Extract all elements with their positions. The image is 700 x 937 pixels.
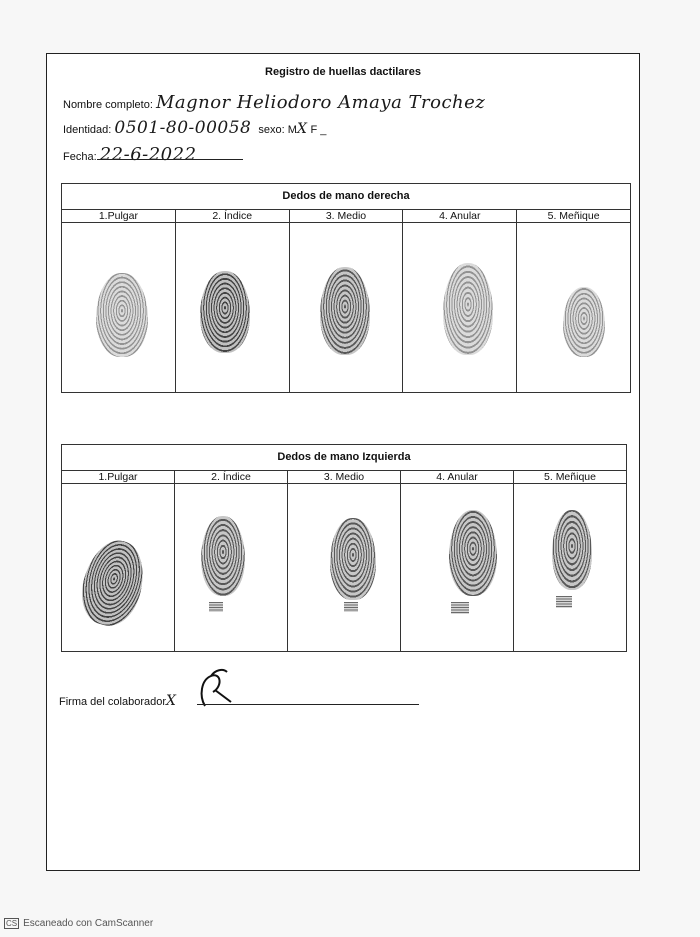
name-label: Nombre completo: (63, 99, 153, 111)
left-finger-label: 2. Índice (175, 471, 288, 483)
left-finger-label: 1.Pulgar (62, 471, 175, 483)
fingerprint-image (443, 263, 493, 355)
id-label: Identidad: (63, 124, 112, 136)
right-finger-label: 2. Índice (176, 210, 290, 222)
left-hand-prints (62, 484, 626, 651)
signature-mark: X (166, 693, 177, 709)
id-value: 0501-80-00058 (114, 118, 252, 138)
right-hand-finger-labels (62, 210, 630, 223)
right-finger-label: 1.Pulgar (62, 210, 176, 222)
signature-line (197, 704, 419, 705)
left-index-cell (175, 484, 288, 651)
date-label: Fecha: (63, 151, 97, 163)
left-hand-finger-labels (62, 471, 626, 484)
right-index-cell (176, 223, 290, 392)
right-middle-cell (290, 223, 404, 392)
form-title: Registro de huellas dactilares (265, 66, 421, 78)
date-row (63, 144, 197, 165)
right-thumb-cell (62, 223, 176, 392)
date-underline (97, 159, 243, 160)
fingerprint-image (552, 510, 592, 590)
fingerprint-image (320, 267, 370, 355)
fingerprint-image (74, 534, 152, 632)
signature-row (59, 693, 176, 709)
fingerprint-image (563, 287, 605, 357)
fingerprint-image (96, 273, 148, 357)
camscanner-logo: CS (6, 919, 18, 928)
sex-label: sexo: M (258, 124, 297, 136)
left-hand-table (61, 444, 627, 652)
fingerprint-image (200, 271, 250, 353)
right-hand-title: Dedos de mano derecha (62, 184, 630, 210)
signature-label: Firma del colaborador (59, 696, 166, 708)
fingerprint-image (201, 516, 245, 596)
left-finger-label: 3. Medio (288, 471, 401, 483)
left-finger-label: 4. Anular (401, 471, 514, 483)
left-middle-cell (288, 484, 401, 651)
sex-female-option: F _ (310, 124, 327, 136)
scanner-watermark (4, 918, 153, 929)
signature-graphic (193, 666, 239, 712)
fingerprint-image (449, 510, 497, 596)
right-finger-label: 5. Meñique (547, 210, 600, 222)
right-hand-prints (62, 223, 630, 392)
scanner-text: Escaneado con CamScanner (23, 918, 154, 929)
id-row (63, 118, 326, 138)
fingertip-mark (556, 596, 572, 608)
left-little-cell (514, 484, 626, 651)
fingertip-mark (209, 602, 223, 612)
right-finger-label: 3. Medio (290, 210, 404, 222)
fingerprint-image (330, 518, 376, 600)
left-thumb-cell (62, 484, 175, 651)
name-row (63, 92, 485, 113)
right-little-cell (517, 223, 630, 392)
sex-mark: X (296, 121, 308, 137)
right-finger-label: 4. Anular (403, 210, 517, 222)
fingertip-mark (344, 602, 358, 612)
right-ring-cell (403, 223, 517, 392)
left-ring-cell (401, 484, 514, 651)
right-hand-table (61, 183, 631, 393)
fingerprint-form (46, 53, 640, 871)
name-value: Magnor Heliodoro Amaya Trochez (155, 92, 486, 113)
left-hand-title: Dedos de mano Izquierda (62, 445, 626, 471)
date-value: 22-6-2022 (99, 144, 197, 165)
left-finger-label: 5. Meñique (544, 471, 596, 483)
fingertip-mark (451, 602, 469, 614)
